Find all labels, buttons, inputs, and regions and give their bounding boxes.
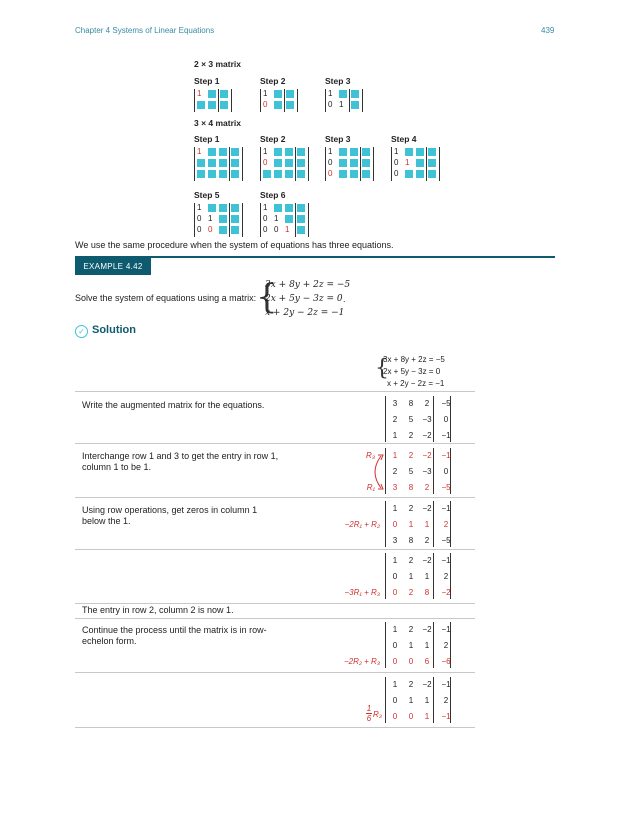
schematic-matrix xyxy=(325,147,374,181)
step-label: Step 2 xyxy=(260,134,286,144)
matrix-entry: 2 xyxy=(408,625,414,634)
matrix-entry: 2 xyxy=(443,572,449,581)
matrix-entry: 6 xyxy=(424,657,430,666)
entry-block xyxy=(362,148,370,156)
row-operation: −2R₁ + R₂ xyxy=(344,520,380,529)
fraction-denominator: 6 xyxy=(366,714,372,723)
figure-title-2x3: 2 × 3 matrix xyxy=(194,59,242,69)
schematic-matrix xyxy=(260,203,309,237)
matrix-entry: 1 xyxy=(392,431,398,440)
matrix-entry: 2 xyxy=(443,696,449,705)
entry-digit: 1 xyxy=(405,158,410,167)
system-line-1: 3x + 8y + 2z = −5 xyxy=(383,355,445,364)
entry-block xyxy=(197,159,205,167)
step-text: Write the augmented matrix for the equations. xyxy=(82,400,265,410)
entry-block xyxy=(197,170,205,178)
entry-digit: 1 xyxy=(197,203,202,212)
augmented-matrix xyxy=(385,553,451,599)
matrix-entry: −2 xyxy=(422,504,432,513)
example-prompt: Solve the system of equations using a matrix: xyxy=(75,293,257,303)
entry-digit: 0 xyxy=(274,225,279,234)
matrix-entry: 5 xyxy=(408,467,414,476)
matrix-entry: −2 xyxy=(422,431,432,440)
entry-digit: 0 xyxy=(197,214,202,223)
entry-block xyxy=(339,90,347,98)
entry-block xyxy=(263,170,271,178)
entry-digit: 1 xyxy=(208,214,213,223)
matrix-entry: −1 xyxy=(441,556,451,565)
entry-digit: 0 xyxy=(263,158,268,167)
step-divider xyxy=(75,603,475,604)
step-label: Step 1 xyxy=(194,76,220,86)
step-label: Step 1 xyxy=(194,134,220,144)
entry-digit: 0 xyxy=(328,158,333,167)
entry-digit: 0 xyxy=(328,169,333,178)
matrix-entry: 0 xyxy=(392,657,398,666)
entry-block xyxy=(208,170,216,178)
entry-digit: 1 xyxy=(328,147,333,156)
matrix-entry: 0 xyxy=(392,696,398,705)
step-label: Step 2 xyxy=(260,76,286,86)
entry-block xyxy=(428,159,436,167)
augmented-matrix xyxy=(385,622,451,668)
page-number: 439 xyxy=(541,26,555,35)
matrix-entry: 1 xyxy=(392,556,398,565)
step-text: Continue the process until the matrix is in row-echelon form. xyxy=(82,625,267,646)
matrix-entry: −6 xyxy=(441,657,451,666)
entry-block xyxy=(297,204,305,212)
entry-block xyxy=(362,170,370,178)
entry-digit: 0 xyxy=(208,225,213,234)
entry-digit: 0 xyxy=(263,100,268,109)
matrix-entry: 8 xyxy=(408,536,414,545)
matrix-entry: 2 xyxy=(408,556,414,565)
matrix-entry: 0 xyxy=(392,588,398,597)
matrix-entry: −2 xyxy=(422,680,432,689)
matrix-entry: −1 xyxy=(441,680,451,689)
matrix-entry: 8 xyxy=(424,588,430,597)
intro-paragraph: We use the same procedure when the system of equations has three equations. xyxy=(75,240,394,250)
augment-bar xyxy=(360,147,361,181)
entry-block xyxy=(297,170,305,178)
matrix-entry: 2 xyxy=(408,451,414,460)
entry-block xyxy=(285,215,293,223)
schematic-matrix xyxy=(194,89,232,112)
entry-block xyxy=(208,204,216,212)
entry-block xyxy=(208,90,216,98)
matrix-entry: 2 xyxy=(443,641,449,650)
swap-arrow-icon xyxy=(367,452,387,492)
step-divider xyxy=(75,727,475,728)
row-operation: −3R₁ + R₃ xyxy=(344,588,380,597)
step-text: Using row operations, get zeros in column 1 below the 1. xyxy=(82,505,258,526)
row-operation: −2R₂ + R₃ xyxy=(343,657,380,666)
matrix-entry: −5 xyxy=(441,483,451,492)
augment-bar xyxy=(284,89,285,112)
matrix-entry: −1 xyxy=(441,712,451,721)
matrix-entry: −5 xyxy=(441,399,451,408)
entry-block xyxy=(231,148,239,156)
matrix-entry: −1 xyxy=(441,625,451,634)
entry-block xyxy=(219,226,227,234)
step-label: Step 6 xyxy=(260,190,286,200)
entry-block xyxy=(274,170,282,178)
entry-digit: 1 xyxy=(197,147,202,156)
step-label: Step 4 xyxy=(391,134,417,144)
system-line-2: 2x + 5y − 3z = 0 xyxy=(383,367,441,376)
matrix-entry: −3 xyxy=(422,467,432,476)
entry-digit: 0 xyxy=(328,100,333,109)
matrix-entry: 2 xyxy=(408,588,414,597)
entry-block xyxy=(285,204,293,212)
entry-block xyxy=(350,148,358,156)
entry-digit: 1 xyxy=(394,147,399,156)
figure-title-3x4: 3 × 4 matrix xyxy=(194,118,242,128)
step-text: The entry in row 2, column 2 is now 1. xyxy=(82,605,234,615)
step-divider xyxy=(75,672,475,673)
matrix-entry: 1 xyxy=(408,641,414,650)
matrix-entry: 0 xyxy=(392,641,398,650)
augment-bar xyxy=(295,147,296,181)
entry-block xyxy=(285,148,293,156)
matrix-entry: 1 xyxy=(424,712,430,721)
matrix-entry: 2 xyxy=(424,483,430,492)
matrix-entry: 2 xyxy=(392,415,398,424)
schematic-matrix xyxy=(260,89,298,112)
schematic-matrix xyxy=(194,203,243,237)
matrix-entry: 0 xyxy=(392,572,398,581)
entry-block xyxy=(208,101,216,109)
entry-digit: 1 xyxy=(263,147,268,156)
matrix-entry: 2 xyxy=(408,680,414,689)
entry-block xyxy=(405,148,413,156)
matrix-entry: −3 xyxy=(422,415,432,424)
matrix-entry: −2 xyxy=(422,451,432,460)
matrix-entry: 8 xyxy=(408,399,414,408)
step-divider xyxy=(75,549,475,550)
entry-digit: 0 xyxy=(263,214,268,223)
matrix-entry: 5 xyxy=(408,415,414,424)
step-text: Interchange row 1 and 3 to get the entry in row 1, column 1 to be 1. xyxy=(82,451,279,472)
entry-block xyxy=(219,215,227,223)
matrix-entry: 0 xyxy=(443,415,449,424)
fraction-numerator: 1 xyxy=(366,704,372,713)
augmented-matrix xyxy=(385,677,451,723)
entry-digit: 0 xyxy=(394,169,399,178)
augmented-matrix xyxy=(385,396,451,442)
matrix-entry: 0 xyxy=(392,712,398,721)
entry-block xyxy=(428,148,436,156)
entry-digit: 1 xyxy=(274,214,279,223)
entry-block xyxy=(362,159,370,167)
entry-block xyxy=(231,204,239,212)
entry-digit: 1 xyxy=(328,89,333,98)
equation-2: 2x + 5y − 3z = 0 xyxy=(265,294,343,304)
entry-block xyxy=(219,170,227,178)
entry-block xyxy=(274,204,282,212)
matrix-entry: 2 xyxy=(443,520,449,529)
augmented-matrix xyxy=(385,501,451,547)
example-label: EXAMPLE 4.42 xyxy=(75,258,151,275)
entry-block xyxy=(297,148,305,156)
entry-block xyxy=(220,101,228,109)
augmented-matrix xyxy=(385,448,451,494)
entry-block xyxy=(219,159,227,167)
chapter-header: Chapter 4 Systems of Linear Equations xyxy=(75,26,215,35)
schematic-matrix xyxy=(260,147,309,181)
step-divider xyxy=(75,497,475,498)
matrix-entry: 3 xyxy=(392,536,398,545)
matrix-entry: 2 xyxy=(408,431,414,440)
entry-block xyxy=(286,101,294,109)
augment-bar xyxy=(349,89,350,112)
entry-block xyxy=(351,90,359,98)
row-ref: R₃ xyxy=(373,710,382,719)
entry-block xyxy=(197,101,205,109)
system-brace: { xyxy=(375,356,389,381)
matrix-entry: 1 xyxy=(408,572,414,581)
schematic-matrix xyxy=(391,147,440,181)
matrix-entry: 1 xyxy=(424,520,430,529)
matrix-entry: 1 xyxy=(392,680,398,689)
entry-block xyxy=(297,159,305,167)
entry-block xyxy=(208,159,216,167)
entry-block xyxy=(350,170,358,178)
matrix-entry: −2 xyxy=(422,625,432,634)
matrix-entry: 2 xyxy=(424,399,430,408)
matrix-entry: 2 xyxy=(392,467,398,476)
matrix-entry: −1 xyxy=(441,431,451,440)
step-label: Step 3 xyxy=(325,134,351,144)
matrix-entry: −5 xyxy=(441,536,451,545)
step-divider xyxy=(75,391,475,392)
entry-digit: 1 xyxy=(263,203,268,212)
matrix-entry: 3 xyxy=(392,399,398,408)
entry-block xyxy=(416,148,424,156)
matrix-entry: 1 xyxy=(392,504,398,513)
matrix-entry: 1 xyxy=(392,451,398,460)
entry-block xyxy=(339,170,347,178)
matrix-entry: 8 xyxy=(408,483,414,492)
matrix-entry: 1 xyxy=(424,641,430,650)
matrix-entry: 2 xyxy=(424,536,430,545)
entry-digit: 1 xyxy=(285,225,290,234)
augment-bar xyxy=(229,203,230,237)
entry-digit: 1 xyxy=(339,100,344,109)
matrix-entry: 1 xyxy=(408,696,414,705)
step-divider xyxy=(75,443,475,444)
matrix-entry: 1 xyxy=(392,625,398,634)
entry-digit: 1 xyxy=(263,89,268,98)
entry-block xyxy=(220,90,228,98)
entry-block xyxy=(339,159,347,167)
entry-block xyxy=(350,159,358,167)
matrix-entry: 3 xyxy=(392,483,398,492)
matrix-entry: 0 xyxy=(392,520,398,529)
entry-digit: 1 xyxy=(197,89,202,98)
matrix-entry: 0 xyxy=(443,467,449,476)
augment-bar xyxy=(218,89,219,112)
left-brace: { xyxy=(256,277,278,317)
matrix-entry: 1 xyxy=(408,520,414,529)
entry-block xyxy=(297,215,305,223)
step-divider xyxy=(75,618,475,619)
augment-bar xyxy=(295,203,296,237)
entry-block xyxy=(274,101,282,109)
matrix-entry: 0 xyxy=(408,657,414,666)
entry-digit: 0 xyxy=(197,225,202,234)
entry-digit: 0 xyxy=(263,225,268,234)
check-circle-icon: ✓ xyxy=(75,325,88,338)
entry-block xyxy=(231,170,239,178)
system-line-3: x + 2y − 2z = −1 xyxy=(387,379,445,388)
entry-block xyxy=(231,226,239,234)
entry-block xyxy=(219,148,227,156)
entry-block xyxy=(274,159,282,167)
step-label: Step 3 xyxy=(325,76,351,86)
equation-period: . xyxy=(343,294,346,304)
entry-block xyxy=(285,170,293,178)
matrix-entry: −1 xyxy=(441,504,451,513)
row-label: R₁ xyxy=(366,483,375,492)
entry-block xyxy=(297,226,305,234)
entry-block xyxy=(285,159,293,167)
matrix-entry: 1 xyxy=(424,572,430,581)
entry-block xyxy=(231,215,239,223)
matrix-entry: 0 xyxy=(408,712,414,721)
row-operation xyxy=(366,705,386,725)
row-label: R₃ xyxy=(366,451,375,460)
entry-block xyxy=(416,170,424,178)
matrix-entry: 1 xyxy=(424,696,430,705)
augment-bar xyxy=(229,147,230,181)
entry-block xyxy=(351,101,359,109)
matrix-entry: −1 xyxy=(441,451,451,460)
entry-block xyxy=(339,148,347,156)
solution-title: Solution xyxy=(92,324,136,336)
entry-block xyxy=(231,159,239,167)
entry-block xyxy=(286,90,294,98)
entry-block xyxy=(416,159,424,167)
equation-1: 3x + 8y + 2z = −5 xyxy=(265,280,351,290)
schematic-matrix xyxy=(325,89,363,112)
schematic-matrix xyxy=(194,147,243,181)
entry-block xyxy=(405,170,413,178)
entry-digit: 0 xyxy=(394,158,399,167)
augment-bar xyxy=(426,147,427,181)
equation-3: x + 2y − 2z = −1 xyxy=(265,308,345,318)
step-label: Step 5 xyxy=(194,190,220,200)
matrix-entry: −2 xyxy=(441,588,451,597)
entry-block xyxy=(219,204,227,212)
matrix-entry: −2 xyxy=(422,556,432,565)
entry-block xyxy=(274,90,282,98)
matrix-entry: 2 xyxy=(408,504,414,513)
entry-block xyxy=(208,148,216,156)
entry-block xyxy=(428,170,436,178)
entry-block xyxy=(274,148,282,156)
